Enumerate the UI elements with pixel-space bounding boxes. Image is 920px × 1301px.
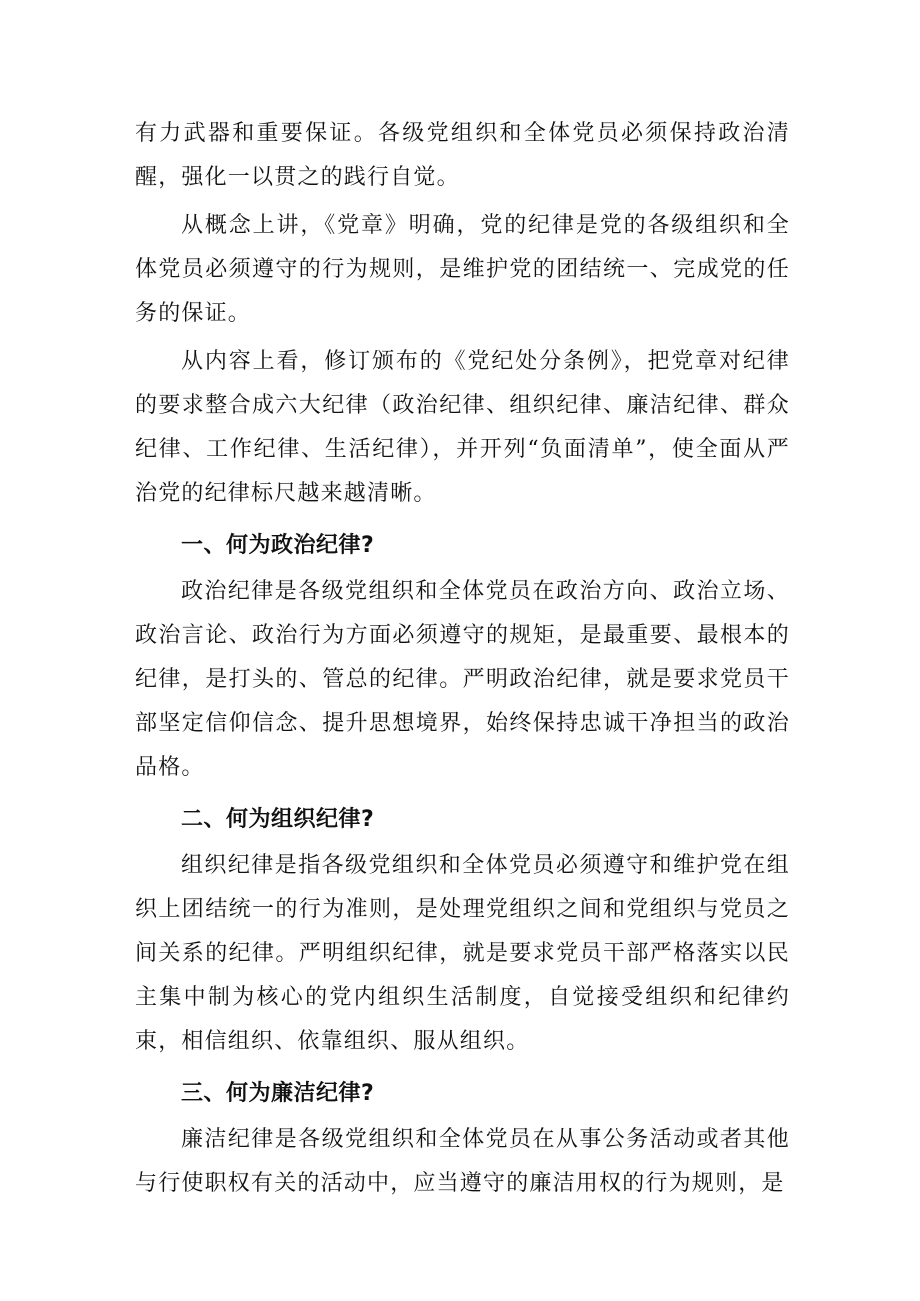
heading-political-discipline: 一、何为政治纪律?: [181, 533, 375, 558]
paragraph-integrity-discipline: 廉洁纪律是各级党组织和全体党员在从事公务活动或者其他与行使职权有关的活动中，应当遵守的廉洁用权的行为规则，是: [135, 1127, 790, 1196]
paragraph-continuation: 有力武器和重要保证。各级党组织和全体党员必须保持政治清醒，强化一以贯之的践行自觉。: [135, 121, 790, 190]
document-body: [135, 112, 790, 1206]
paragraph-content: 从内容上看，修订颁布的《党纪处分条例》，把党章对纪律的要求整合成六大纪律（政治纪律、组织纪律、廉洁纪律、群众纪律、工作纪律、生活纪律），并开列“负面清单”，使全面从严治党的纪律标尺越来越清晰。: [135, 349, 790, 506]
heading-integrity-discipline: 三、何为廉洁纪律?: [181, 1081, 375, 1106]
heading-organizational-discipline: 二、何为组织纪律?: [181, 807, 375, 832]
paragraph-political-discipline: 政治纪律是各级党组织和全体党员在政治方向、政治立场、政治言论、政治行为方面必须遵守的规矩，是最重要、最根本的纪律，是打头的、管总的纪律。严明政治纪律，就是要求党员干部坚定信仰信念、提升思想境界，始终保持忠诚干净担当的政治品格。: [135, 579, 790, 780]
paragraph-concept: 从概念上讲，《党章》明确，党的纪律是党的各级组织和全体党员必须遵守的行为规则，是维护党的团结统一、完成党的任务的保证。: [135, 213, 790, 326]
paragraph-organizational-discipline: 组织纪律是指各级党组织和全体党员必须遵守和维护党在组织上团结统一的行为准则，是处理党组织之间和党组织与党员之间关系的纪律。严明组织纪律，就是要求党员干部严格落实以民主集中制为核心的党内组织生活制度，自觉接受组织和纪律约束，相信组织、依靠组织、服从组织。: [135, 853, 790, 1054]
